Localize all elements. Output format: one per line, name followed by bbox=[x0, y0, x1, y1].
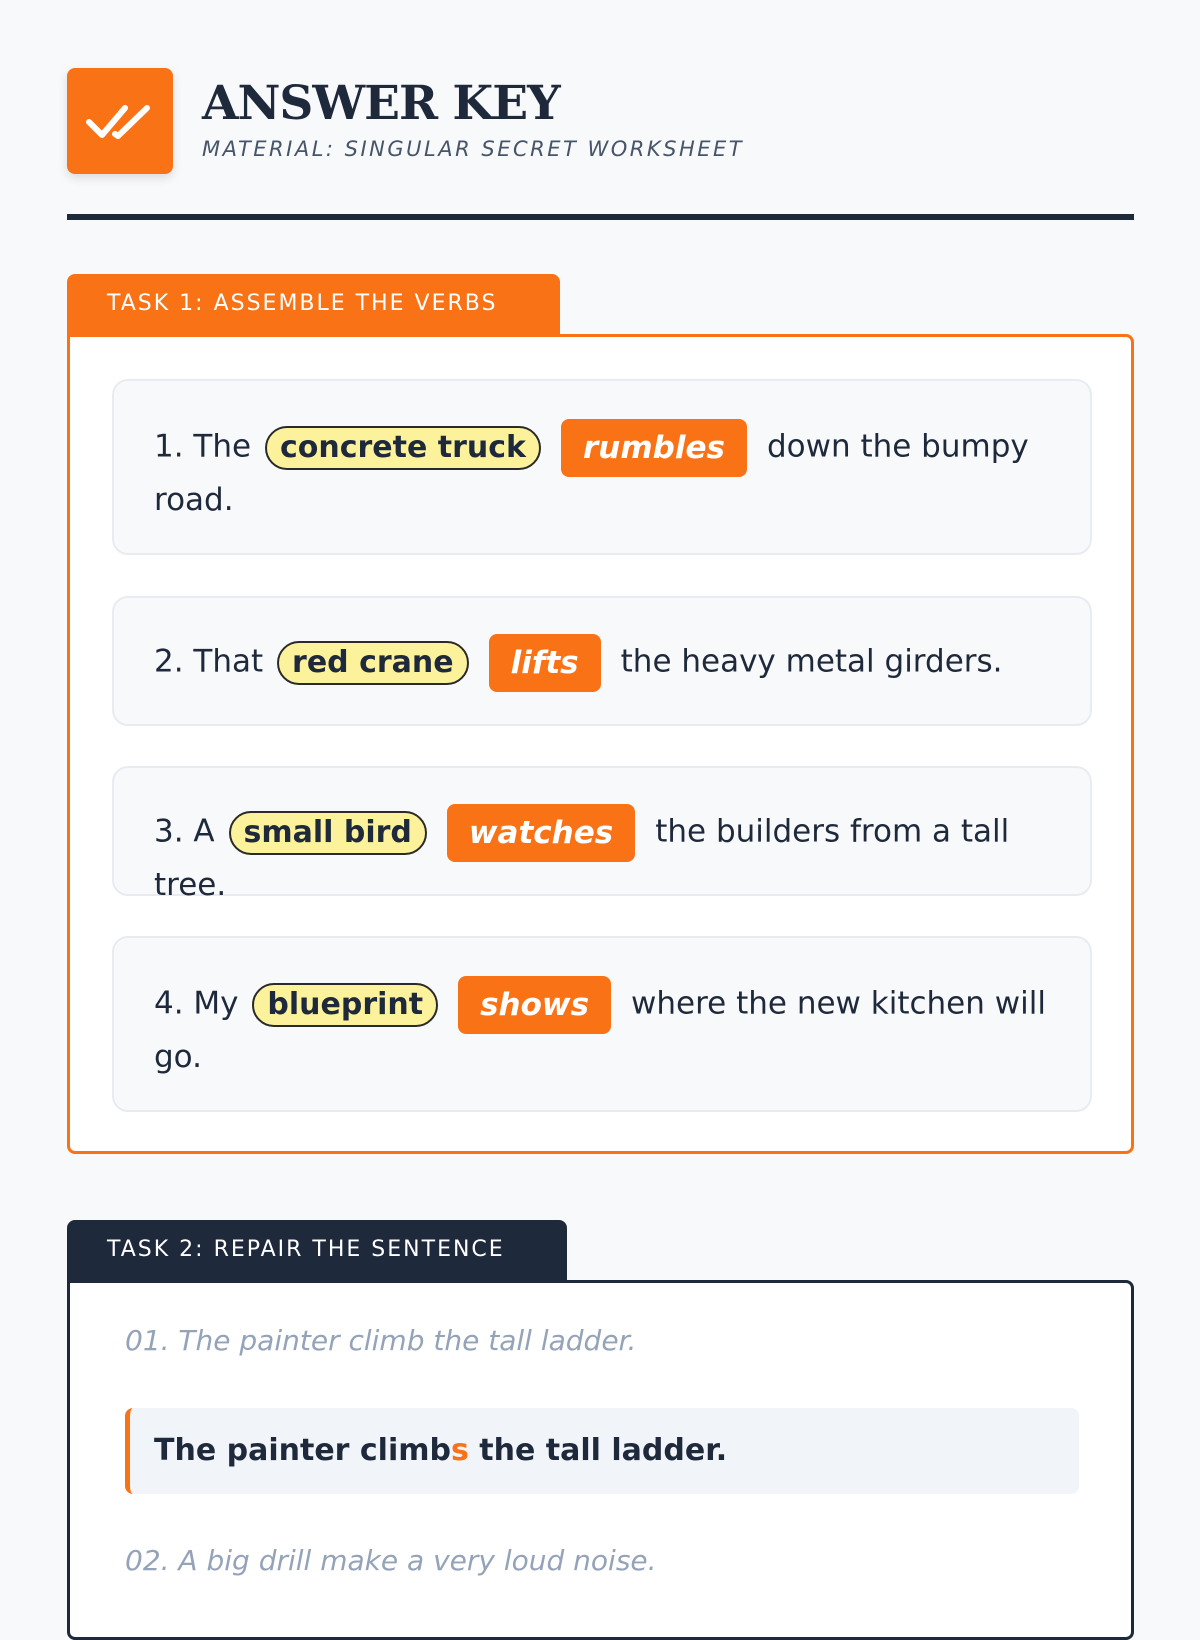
verb-badge: lifts bbox=[489, 634, 601, 692]
sentence-rest: where the new kitchen will go. bbox=[154, 985, 1046, 1075]
sentence-item bbox=[112, 379, 1092, 555]
verb-badge: shows bbox=[458, 976, 611, 1034]
incorrect-sentence: 02. A big drill make a very loud noise. bbox=[125, 1544, 657, 1577]
sentence-rest: the heavy metal girders. bbox=[620, 643, 1003, 680]
sentence-prefix: 2. That bbox=[154, 643, 264, 680]
corrected-sentence bbox=[125, 1408, 1079, 1494]
corrected-text-end: the tall ladder. bbox=[468, 1433, 728, 1468]
corrected-addition: s bbox=[450, 1433, 469, 1468]
corrected-text-start: The painter climb bbox=[154, 1433, 451, 1468]
sentence-prefix: 4. My bbox=[154, 985, 239, 1022]
header-divider bbox=[67, 214, 1134, 220]
sentence-item bbox=[112, 766, 1092, 903]
subject-highlight: blueprint bbox=[252, 983, 438, 1027]
sentence-rest: the builders from a tall tree. bbox=[154, 813, 1010, 903]
sentence-item bbox=[112, 596, 1092, 726]
verb-badge: rumbles bbox=[561, 419, 747, 477]
incorrect-sentence: 01. The painter climb the tall ladder. bbox=[125, 1324, 637, 1357]
subject-highlight: concrete truck bbox=[265, 426, 541, 470]
double-check-icon bbox=[85, 98, 155, 144]
task1-tab: TASK 1: ASSEMBLE THE VERBS bbox=[67, 274, 560, 334]
sentence-item bbox=[112, 936, 1092, 1112]
header bbox=[67, 68, 1134, 174]
task2-tab: TASK 2: REPAIR THE SENTENCE bbox=[67, 1220, 567, 1280]
subject-highlight: small bird bbox=[229, 811, 427, 855]
task2-panel bbox=[67, 1280, 1134, 1640]
task1-panel bbox=[67, 334, 1134, 1154]
page-subtitle: MATERIAL: SINGULAR SECRET WORKSHEET bbox=[202, 137, 745, 161]
sentence-rest: down the bumpy road. bbox=[154, 428, 1029, 518]
verb-badge: watches bbox=[447, 804, 635, 862]
sentence-prefix: 1. The bbox=[154, 428, 252, 465]
sentence-prefix: 3. A bbox=[154, 813, 215, 850]
subject-highlight: red crane bbox=[277, 641, 469, 685]
page-title: ANSWER KEY bbox=[202, 76, 560, 131]
logo bbox=[67, 68, 173, 174]
